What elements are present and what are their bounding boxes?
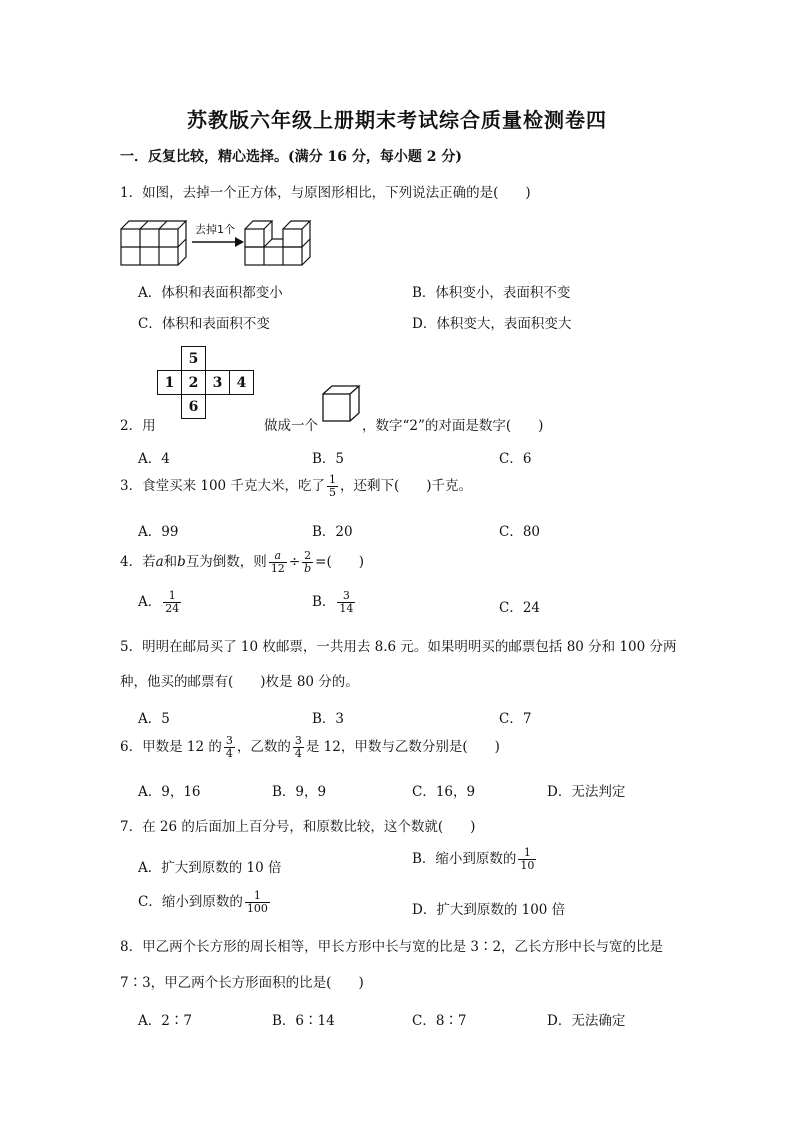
q4-var-a: a	[155, 554, 164, 570]
q2-prefix: 2．用	[120, 418, 156, 434]
q6-f1-den: 4	[225, 747, 233, 760]
q4-a-fraction	[163, 590, 181, 615]
q4-a-label: A．	[138, 594, 162, 610]
q6-part-3: 是 12，甲数与乙数分别是( )	[305, 739, 500, 755]
arrow-icon	[192, 237, 244, 247]
question-4-stem	[120, 550, 364, 575]
q4-option-c: C．24	[499, 600, 541, 616]
arrow-label: 去掉1个	[195, 223, 235, 236]
q1-option-c: C．体积和表面积不变	[138, 316, 270, 332]
q2-option-b: B．5	[312, 451, 345, 467]
q3-fraction	[327, 474, 338, 499]
q7-option-b	[412, 847, 538, 872]
q1-option-a: A．体积和表面积都变小	[138, 285, 283, 301]
q7-option-d: D．扩大到原数的 100 倍	[412, 902, 566, 918]
q7-b-num: 1	[518, 847, 536, 860]
q7-b-fraction	[518, 847, 536, 872]
q4-div: ÷	[288, 554, 301, 570]
q4-a-num: 1	[163, 590, 181, 603]
q1-option-d: D．体积变大，表面积变大	[412, 316, 572, 332]
q4-f1-num: a	[269, 550, 287, 563]
q7-c-num: 1	[245, 890, 270, 903]
net-cell-4: 4	[229, 370, 254, 395]
q4-b-label: B．	[312, 594, 336, 610]
q2-option-a: A．4	[138, 451, 170, 467]
question-3-stem	[120, 474, 472, 499]
q8-line-1: 8．甲乙两个长方形的周长相等，甲长方形中长与宽的比是 3∶2，乙长方形中长与宽的比是	[120, 939, 664, 955]
net-cell-3: 3	[205, 370, 230, 395]
q6-option-a: A．9，16	[138, 784, 201, 800]
q3-option-b: B．20	[312, 524, 353, 540]
q6-f2-den: 4	[294, 747, 302, 760]
q4-b-fraction	[337, 590, 355, 615]
question-6-stem	[120, 735, 500, 760]
q3-option-c: C．80	[499, 524, 541, 540]
q4-f1-den: 12	[270, 562, 285, 575]
q7-c-label: C．缩小到原数的	[138, 894, 243, 910]
q4-f2-den: b	[304, 562, 312, 575]
net-cell-bottom: 6	[181, 394, 206, 419]
net-cell-2: 2	[181, 370, 206, 395]
q7-option-a: A．扩大到原数的 10 倍	[138, 860, 282, 876]
q7-c-den: 100	[246, 902, 268, 915]
q8-option-b: B．6∶14	[272, 1013, 335, 1029]
question-7-stem: 7．在 26 的后面加上百分号，和原数比较，这个数就( )	[120, 819, 476, 835]
q1-option-b: B．体积变小，表面积不变	[412, 285, 571, 301]
q4-b-num: 3	[337, 590, 355, 603]
page-title: 苏教版六年级上册期末考试综合质量检测卷四	[187, 108, 607, 132]
q3-option-a: A．99	[138, 524, 179, 540]
q4-option-a	[138, 590, 183, 615]
q6-f2-num: 3	[294, 734, 302, 747]
q6-f1-num: 3	[225, 734, 233, 747]
q7-b-label: B．缩小到原数的	[412, 851, 517, 867]
q7-option-c	[138, 890, 272, 915]
q8-option-a: A．2∶7	[138, 1013, 192, 1029]
section-heading: 一．反复比较，精心选择。(满分 16 分，每小题 2 分)	[120, 149, 462, 165]
q4-and: 和	[163, 554, 178, 570]
q3-prefix: 3．食堂买来 100 千克大米，吃了	[120, 478, 325, 494]
q8-line-2: 7∶3，甲乙两个长方形面积的比是( )	[120, 975, 364, 991]
q4-f2-num: 2	[302, 550, 313, 563]
q6-fraction-2	[293, 735, 304, 760]
q8-option-c: C．8∶7	[412, 1013, 467, 1029]
net-cell-1: 1	[157, 370, 182, 395]
q6-option-c: C．16，9	[412, 784, 476, 800]
q4-b-den: 14	[339, 602, 354, 615]
q4-option-b	[312, 590, 357, 615]
q4-fraction-2	[302, 550, 313, 575]
cube-icon	[322, 385, 362, 425]
net-cell-top: 5	[181, 346, 206, 371]
q8-option-d: D．无法确定	[547, 1013, 626, 1029]
q6-option-d: D．无法判定	[547, 784, 626, 800]
q3-frac-den: 5	[328, 486, 336, 499]
q3-frac-num: 1	[328, 473, 336, 486]
q7-b-den: 10	[520, 859, 535, 872]
q4-var-b: b	[177, 554, 186, 570]
q5-option-c: C．7	[499, 711, 532, 727]
q5-option-a: A．5	[138, 711, 170, 727]
q6-part-2: ，乙数的	[236, 739, 291, 755]
q5-line-1: 5．明明在邮局买了 10 枚邮票，一共用去 8.6 元。如果明明买的邮票包括 80 分和 100 分两	[120, 639, 677, 655]
q6-fraction-1	[224, 735, 235, 760]
q5-line-2: 种，他买的邮票有( )枚是 80 分的。	[120, 674, 359, 690]
q1-cube-figure	[120, 216, 310, 268]
q4-prefix: 4．若	[120, 554, 156, 570]
q2-middle: 做成一个	[264, 418, 318, 434]
q4-mid: 互为倒数，则	[185, 554, 267, 570]
q6-option-b: B．9，9	[272, 784, 327, 800]
q2-option-c: C．6	[499, 451, 532, 467]
question-1-stem: 1．如图，去掉一个正方体，与原图形相比，下列说法正确的是( )	[120, 185, 531, 201]
q2-suffix: ，数字“2”的对面是数字( )	[362, 418, 544, 434]
q3-suffix: ，还剩下( )千克。	[339, 478, 472, 494]
q7-c-fraction	[245, 890, 270, 915]
q5-option-b: B．3	[312, 711, 345, 727]
q6-part-1: 6．甲数是 12 的	[120, 739, 222, 755]
q4-end: =( )	[315, 554, 365, 570]
q4-a-den: 24	[165, 602, 180, 615]
q4-fraction-1	[269, 550, 287, 575]
